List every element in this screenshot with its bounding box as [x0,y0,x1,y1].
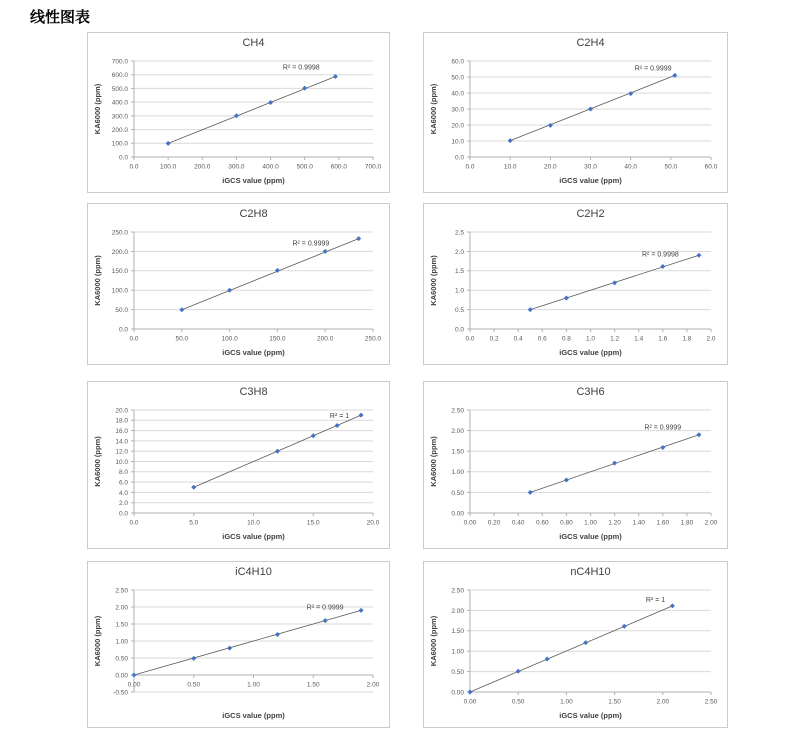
svg-text:40.0: 40.0 [624,163,637,171]
svg-text:iGCS value (ppm): iGCS value (ppm) [222,176,285,185]
svg-text:iGCS value (ppm): iGCS value (ppm) [222,532,285,541]
svg-text:iGCS value (ppm): iGCS value (ppm) [222,348,285,357]
svg-text:200.0: 200.0 [194,163,211,171]
svg-text:KA6000 (ppm): KA6000 (ppm) [429,255,438,306]
svg-text:10.0: 10.0 [247,519,260,527]
svg-text:1.0: 1.0 [454,287,464,295]
svg-text:4.0: 4.0 [118,489,128,497]
chart-plot-area [424,204,727,364]
svg-text:20.0: 20.0 [544,163,557,171]
svg-text:200.0: 200.0 [111,248,128,256]
svg-text:8.0: 8.0 [118,469,128,477]
svg-text:KA6000 (ppm): KA6000 (ppm) [93,255,102,306]
svg-text:0.0: 0.0 [129,519,139,527]
svg-text:200.0: 200.0 [317,335,334,343]
svg-text:1.00: 1.00 [560,698,573,706]
svg-text:2.50: 2.50 [704,698,718,706]
svg-text:1.0: 1.0 [585,335,596,343]
chart-title: C2H4 [576,37,605,49]
svg-text:100.0: 100.0 [111,287,128,295]
svg-text:1.20: 1.20 [608,519,621,527]
svg-text:0.60: 0.60 [535,519,549,527]
svg-text:0.8: 0.8 [561,335,571,343]
chart-plot-area [424,562,727,727]
chart-plot-area [88,382,389,548]
svg-text:0.5: 0.5 [454,307,464,314]
svg-text:1.00: 1.00 [451,469,464,477]
svg-text:2.50: 2.50 [451,587,464,595]
svg-text:1.80: 1.80 [680,519,694,527]
svg-text:0.20: 0.20 [487,519,501,527]
svg-text:15.0: 15.0 [306,519,320,527]
svg-text:10.0: 10.0 [503,163,517,171]
svg-text:2.00: 2.00 [366,681,380,689]
svg-text:0.0: 0.0 [454,326,464,334]
svg-text:0.40: 0.40 [511,519,525,527]
page-title: 线性图表 [30,9,91,26]
svg-text:R² = 1: R² = 1 [645,597,666,605]
svg-text:12.0: 12.0 [115,448,128,456]
svg-text:300.0: 300.0 [228,163,245,171]
svg-text:1.2: 1.2 [610,335,620,343]
svg-text:R² = 0.9998: R² = 0.9998 [641,251,679,259]
svg-text:50.0: 50.0 [451,74,464,82]
svg-text:700.0: 700.0 [364,163,382,171]
svg-text:KA6000 (ppm): KA6000 (ppm) [429,615,438,667]
svg-text:200.0: 200.0 [111,126,128,134]
chart-plot-area [88,562,389,727]
svg-text:1.00: 1.00 [115,638,128,646]
svg-text:KA6000 (ppm): KA6000 (ppm) [93,436,102,487]
chart-title: C3H8 [239,386,268,398]
svg-text:10.0: 10.0 [451,138,464,146]
svg-text:6.0: 6.0 [118,479,128,487]
svg-text:16.0: 16.0 [115,428,128,435]
svg-text:1.50: 1.50 [451,628,464,636]
svg-text:400.0: 400.0 [262,163,279,171]
chart-title: iC4H10 [235,566,272,578]
svg-text:R² = 0.9999: R² = 0.9999 [292,240,330,248]
svg-text:2.00: 2.00 [115,604,128,612]
svg-text:50.0: 50.0 [115,307,128,314]
chart-plot-area [424,33,727,192]
svg-text:R² = 0.9998: R² = 0.9998 [282,64,320,72]
svg-text:iGCS value (ppm): iGCS value (ppm) [559,176,622,185]
svg-text:0.50: 0.50 [115,655,128,663]
chart-plot-area [88,33,389,192]
chart-title: CH4 [242,37,265,49]
svg-text:1.00: 1.00 [247,681,260,689]
svg-text:500.0: 500.0 [111,85,128,93]
svg-text:2.0: 2.0 [118,500,128,508]
chart-plot-area [424,382,727,548]
chart-box-nc4h10 [423,561,728,728]
svg-text:0.6: 0.6 [537,335,547,343]
svg-text:0.2: 0.2 [489,335,499,343]
svg-text:KA6000 (ppm): KA6000 (ppm) [93,615,102,667]
chart-title: C2H2 [576,208,605,220]
svg-text:2.50: 2.50 [451,407,464,415]
svg-text:iGCS value (ppm): iGCS value (ppm) [559,532,622,541]
svg-text:0.50: 0.50 [451,489,464,497]
svg-text:1.60: 1.60 [656,519,670,527]
svg-text:50.0: 50.0 [664,163,678,171]
svg-text:KA6000 (ppm): KA6000 (ppm) [93,83,102,135]
svg-text:1.4: 1.4 [634,335,644,343]
chart-box-c3h6 [423,381,728,549]
svg-text:600.0: 600.0 [111,72,128,80]
chart-box-ch4 [87,32,390,193]
svg-text:14.0: 14.0 [115,438,128,446]
chart-plot-area [88,204,389,364]
svg-text:R² = 0.9999: R² = 0.9999 [306,604,344,612]
svg-text:5.0: 5.0 [189,519,199,527]
svg-text:100.0: 100.0 [160,163,177,171]
svg-text:50.0: 50.0 [175,335,189,343]
svg-text:KA6000 (ppm): KA6000 (ppm) [429,83,438,135]
svg-text:30.0: 30.0 [451,106,464,114]
svg-text:0.50: 0.50 [187,681,201,689]
svg-text:2.00: 2.00 [451,607,464,615]
svg-text:1.40: 1.40 [632,519,646,527]
svg-text:2.00: 2.00 [704,519,718,527]
svg-text:1.5: 1.5 [454,268,464,276]
svg-text:1.50: 1.50 [451,448,464,456]
svg-text:2.50: 2.50 [115,587,128,595]
svg-text:600.0: 600.0 [330,163,347,171]
svg-text:R² = 0.9999: R² = 0.9999 [644,424,682,432]
svg-text:400.0: 400.0 [111,99,128,107]
svg-text:40.0: 40.0 [451,90,464,98]
svg-text:2.5: 2.5 [454,229,464,237]
svg-text:100.0: 100.0 [221,335,238,343]
svg-text:300.0: 300.0 [111,113,128,121]
svg-text:KA6000 (ppm): KA6000 (ppm) [429,436,438,487]
svg-text:2.0: 2.0 [706,335,716,343]
svg-text:60.0: 60.0 [704,163,718,171]
svg-text:0.00: 0.00 [463,519,477,527]
chart-box-ic4h10 [87,561,390,728]
svg-text:700.0: 700.0 [111,58,128,66]
svg-text:500.0: 500.0 [296,163,313,171]
svg-text:0.0: 0.0 [465,163,475,171]
chart-box-c2h2 [423,203,728,365]
svg-text:0.00: 0.00 [451,510,464,518]
svg-text:0.0: 0.0 [129,163,139,171]
svg-text:0.00: 0.00 [451,689,464,697]
svg-text:1.50: 1.50 [608,698,621,706]
svg-text:iGCS value (ppm): iGCS value (ppm) [559,348,622,357]
svg-text:iGCS value (ppm): iGCS value (ppm) [222,711,285,720]
svg-text:1.00: 1.00 [451,648,464,656]
chart-title: nC4H10 [570,566,611,578]
svg-text:1.00: 1.00 [584,519,597,527]
svg-text:20.0: 20.0 [366,519,380,527]
svg-text:0.50: 0.50 [511,698,525,706]
svg-text:2.00: 2.00 [656,698,670,706]
svg-text:18.0: 18.0 [115,417,128,425]
svg-text:0.00: 0.00 [463,698,477,706]
svg-text:-0.50: -0.50 [113,689,128,697]
chart-title: C2H8 [239,208,268,220]
svg-text:R² = 0.9999: R² = 0.9999 [634,65,672,73]
svg-text:0.80: 0.80 [560,519,573,527]
svg-text:0.4: 0.4 [513,335,523,343]
svg-text:1.50: 1.50 [306,681,320,689]
svg-text:1.50: 1.50 [115,621,128,629]
svg-text:iGCS value (ppm): iGCS value (ppm) [559,711,622,720]
svg-text:0.50: 0.50 [451,669,464,676]
svg-text:0.0: 0.0 [129,335,139,343]
svg-text:0.0: 0.0 [465,335,475,343]
svg-text:2.0: 2.0 [454,248,464,256]
svg-text:250.0: 250.0 [111,229,128,237]
svg-text:0.0: 0.0 [118,326,128,334]
svg-text:0.00: 0.00 [115,672,128,680]
svg-text:100.0: 100.0 [111,140,128,148]
svg-text:0.0: 0.0 [454,154,464,162]
svg-text:10.0: 10.0 [115,458,128,466]
svg-text:30.0: 30.0 [584,163,597,171]
svg-text:R² = 1: R² = 1 [329,413,350,421]
svg-text:1.8: 1.8 [682,335,692,343]
chart-box-c3h8 [87,381,390,549]
svg-text:0.0: 0.0 [118,510,128,518]
svg-text:1.6: 1.6 [658,335,668,343]
svg-text:20.0: 20.0 [115,407,128,415]
svg-text:250.0: 250.0 [364,335,382,343]
svg-text:0.00: 0.00 [127,681,141,689]
svg-text:20.0: 20.0 [451,122,464,130]
chart-box-c2h8 [87,203,390,365]
svg-text:60.0: 60.0 [451,58,464,66]
chart-title: C3H6 [576,386,605,398]
svg-text:150.0: 150.0 [111,268,128,276]
svg-text:150.0: 150.0 [269,335,286,343]
svg-text:2.00: 2.00 [451,428,464,435]
chart-box-c2h4 [423,32,728,193]
svg-text:0.0: 0.0 [118,154,128,162]
